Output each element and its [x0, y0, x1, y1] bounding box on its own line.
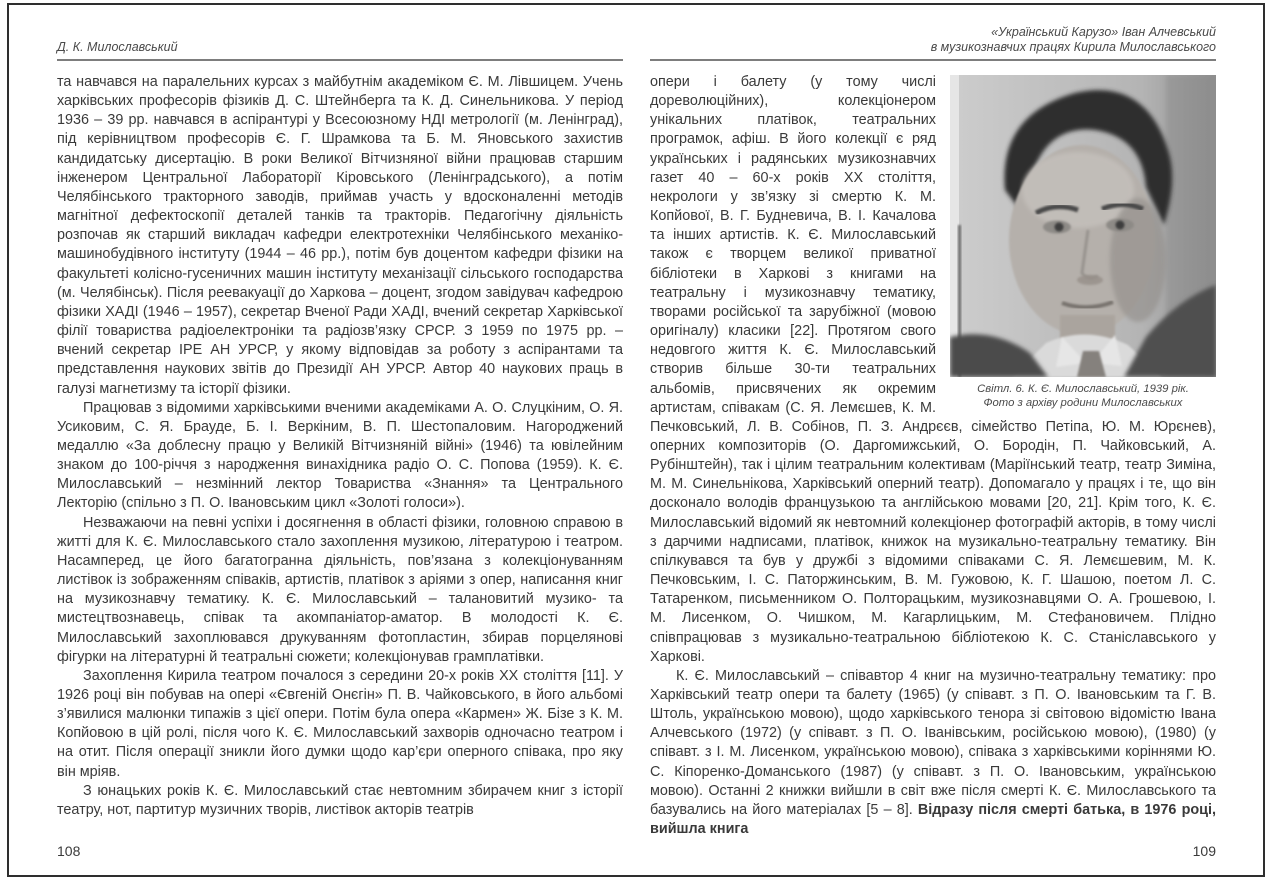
right-paragraph-2 [650, 667, 1216, 839]
left-running-header [57, 18, 623, 61]
photo-caption-line1: Світл. 6. К. Є. Милославський, 1939 рік. [977, 383, 1189, 395]
left-paragraph-1: та навчався на паралельних курсах з майбутнім академіком Є. М. Лівшицем. Учень харківських професорів фізиків Д. С. Штейнберга та К. Д. Синельникова. У період 1936 – 39 рр. навчався в аспірантурі у Всесоюзному НДІ метрології (м. Ленінград), під керівництвом професорів Є. Г. Шрамкова та Б. М. Яновського захистив кандидатську дисертацію. В роки Великої Вітчизняної війни працював старшим інженером Центральної Лабораторії Кіровського (Ленінградського), а потім Челябінського тракторного заводів, приймав участь у вдосконаленні методів магнітної дефектоскопії деталей танків та тракторів. Педагогічну діяльність розпочав як старший викладач кафедри електротехніки Челябінського механіко-машинобудівного інституту (1944 – 46 рр.), потім був доцентом кафедри фізики на факультеті колісно-гусеничних машин інституту механізації сільського господарства (м. Челябінськ). Після реевакуації до Харкова – доцент, згодом завідувач кафедрою фізики ХАДІ (1946 – 1957), секретар Вченої Ради ХАДІ, вчений секретар Харківської філії товариства радіоелектроніки та радіозв’язку СРСР. З 1959 по 1975 рр. – вчений секретар ІРЕ АН УРСР, у якому відповідав за роботу з аспірантами та представлення наукових звітів до Президії АН УРСР. Автор 40 наукових праць в галузі магнетизму та історії фізики. [57, 74, 623, 397]
left-paragraph-2: Працював з відомими харківськими вченими академіками А. О. Слуцкіним, О. Я. Усиковим, С. Я. Брауде, Б. І. Веркіним, В. П. Шестопаловим. Нагороджений медаллю «За доблесну працю у Великій Вітчизняній війні» (1946) та ювілейним знаком до 100-річчя з народження винахідника радіо О. С. Попова (1959). К. Є. Милославський – незмінний лектор Товариства «Знання» та Центрального Лекторію (спільно з П. О. Івановським цикл «Золоті голоси»). [57, 399, 623, 512]
portrait-photo [950, 75, 1216, 377]
right-running-header-line1: «Український Карузо» Іван Алчевський [991, 25, 1216, 39]
right-paragraph-1: опери і балету (у тому числі дореволюційних), колекціонером унікальних платівок, театральних програмок, афіш. В його колекції є ряд українських і радянських музикознавчих газет 40 – 60-х років ХХ століття, некрологи у зв’язку зі смертю К. М. Копйової, В. Г. Будневича, В. І. Качалова та інших артистів. К. Є. Милославський також є творцем великої приватної бібліотеки в Харкові з книгами на театральну і музикознавчу тематику, творами російської та зарубіжної (мовою оригіналу) класики [22]. Протягом свого недовгого життя К. Є. Милославський створив більше 30-ти театральних альбомів, присвячених як окремим артистам, співакам (С. Я. Лемєшев, К. М. Печковський, Л. В. Собінов, П. З. Андрєєв, сімейство Петіпа, Ю. М. Юрєнев), оперних композиторів (О. Даргомижський, О. Бородін, П. Чайковський, А. Рубінштейн), так і цілим театральним колективам (Маріїнський театр, театр Зиміна, М. М. Синельнікова, Харківський оперний театр). Допомагало у працях і те, що він досконало володів французькою та англійською мовами [20, 21]. Крім того, К. Є. Милославський відомий як невтомний колекціонер фотографій акторів, в тому числі з дарчими надписами, платівок, книжок на музикально-театральну тематику. Він спілкувався та був у дружбі з відомими співаками С. Я. Лемєшевим, М. К. Печковським, І. С. Паторжинським, В. М. Гужовою, К. Г. Шашою, поетом Л. С. Татаренком, письменником О. Полторацьким, музикознавцями О. А. Грошевою, І. М. Лисенком, О. Чишком, М. Кагарлицьким, М. Стефановичем. Плідно співпрацював з музикально-театральною бібліотекою К. С. Станіславського у Харкові. [650, 74, 1216, 665]
left-paragraph-4: Захоплення Кирила театром почалося з середини 20-х років ХХ століття [11]. У 1926 році він побував на опері «Євгеній Онєгін» П. В. Чайковського, в його альбомі з’явилися малюнки типажів з цієї опери. Потім була опера «Кармен» Ж. Бізе з К. М. Копйовою в цій ролі, після чого К. Є. Милославський захворів одночасно театром і на отит. Після операції зникли його думки щодо кар’єри оперного співака, про яку він мріяв. [57, 667, 623, 780]
right-paragraph-2-text: К. Є. Милославський – співавтор 4 книг на музично-театральну тематику: про Харківський театр опери та балету (1965) (у співавт. з П. О. Івановським та Г. В. Штоль, українською мовою), щодо харківського тенора зі світовою відомістю Івана Алчевського (1972) (у співавт. з П. О. Іванівським, російською мовою), (1980) (у співавт. з І. М. Лисенком, українською мовою), співака з харківськими коріннями Ю. С. Кіпоренко-Доманського (1987) (у співавт. з П. О. Івановським, українською мовою). Останні 2 книжки вийшли в світ вже після смерті К. Є. Милославського та базувались на його матеріалах [5 – 8]. [650, 667, 1216, 818]
left-page [57, 18, 623, 863]
right-page-number: 109 [1192, 843, 1216, 859]
photo-caption [950, 382, 1216, 410]
left-paragraph-3: Незважаючи на певні успіхи і досягнення в області фізики, головною справою в житті для К. Є. Милославського стало захоплення музикою, літературою і театром. Насамперед, це його багатогранна діяльність, пов’язана з колекціонуванням листівок із зображенням співаків, артистів, платівок з аріями з опер, написання книг на музикознавчу тематику. К. Є. Милославський – талановитий музико- та мистецтвознавець, співак та акомпаніатор-аматор. В молодості К. Є. Милославський захоплювався друкуванням фотопластин, збирав порцелянові фігурки на літературні й театральні сюжети; колекціонував грамплатівки. [57, 514, 623, 665]
photo-caption-line2: Фото з архіву родини Милославських [983, 397, 1183, 409]
right-running-header-line2: в музикознавчих працях Кирила Милославського [930, 39, 1216, 54]
left-page-number: 108 [57, 843, 81, 859]
right-page-body [650, 73, 1216, 839]
left-page-body [57, 73, 623, 820]
left-paragraph-5: З юнацьких років К. Є. Милославський стає невтомним збирачем книг з історії театру, нот, партитур музичних творів, листівок акторів театрів [57, 782, 623, 818]
left-running-header-text: Д. К. Милославський [57, 39, 178, 54]
right-paragraph-2-bold: Відразу після смерті батька, в 1976 році, вийшла книга [650, 801, 1216, 838]
right-page [650, 18, 1216, 863]
portrait-figure [950, 75, 1216, 410]
right-running-header [650, 18, 1216, 61]
